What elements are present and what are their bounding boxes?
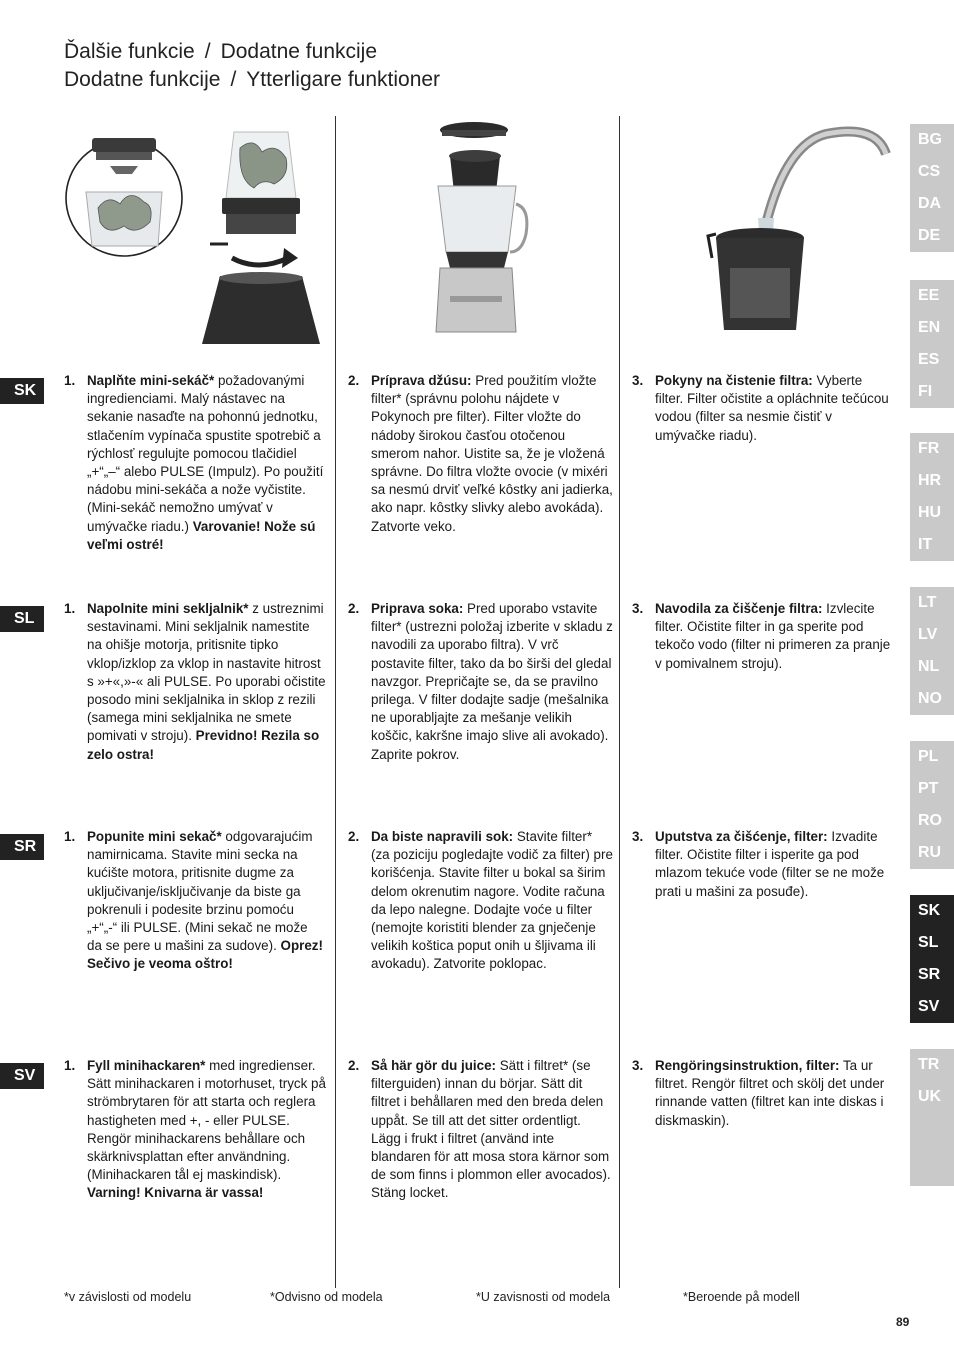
title-sv: Ytterligare funktioner bbox=[246, 68, 441, 91]
lang-tab-sr: SR bbox=[0, 834, 44, 860]
step-sk-2: 2. Príprava džúsu: Pred použitím vložte filter* (správnu polohu nájdete v Pokynoch pre filter). Filter vložte do nádoby širokou časťou otočenou smerom nahor. Uistite sa, že je vložená správne. Do filtra vložte ovocie (v mixéri sa nesmú drviť veľké kôstky ani jadierka, ako napr. kôstky slivky alebo avokáda). Zatvorte veko. bbox=[348, 373, 613, 534]
title-line-2 bbox=[64, 66, 440, 94]
title-line-1 bbox=[64, 38, 440, 66]
sidebar-item-sr[interactable]: SR bbox=[918, 966, 941, 983]
page-number: 89 bbox=[896, 1315, 910, 1329]
page-title bbox=[64, 38, 440, 94]
warning-text: Varning! Knivarna är vassa! bbox=[87, 1185, 264, 1201]
sidebar-item-ee[interactable]: EE bbox=[918, 287, 940, 304]
sidebar-item-da[interactable]: DA bbox=[918, 195, 942, 212]
sidebar-item-en[interactable]: EN bbox=[918, 319, 941, 336]
sidebar-item-bg[interactable]: BG bbox=[918, 131, 942, 148]
sidebar-item-fi[interactable]: FI bbox=[918, 383, 933, 400]
sidebar-item-hr[interactable]: HR bbox=[918, 472, 942, 489]
sidebar-item-lt[interactable]: LT bbox=[918, 594, 937, 611]
sidebar-item-sk[interactable]: SK bbox=[918, 902, 941, 919]
step-sr-1: 1. Popunite mini sekač* odgovarajućim namirnicama. Stavite mini secka na kućište motora, pritisnite dugme za uključivanje/isključivanje da biste ga pokrenuli i podesite brzinu pomoću „+“„-“ ili PULSE. (Mini sekač ne može da se pere u mašini za sudove). Oprez! Sečivo je veoma oštro! bbox=[64, 829, 323, 972]
column-divider bbox=[619, 116, 620, 1288]
title-separator: / bbox=[204, 40, 211, 63]
sidebar-item-it[interactable]: IT bbox=[918, 536, 933, 553]
sidebar-item-pt[interactable]: PT bbox=[918, 780, 939, 797]
sidebar-item-no[interactable]: NO bbox=[918, 690, 942, 707]
footnote-sr: *U zavisnosti od modela bbox=[476, 1290, 611, 1304]
step-sk-3: 3. Pokyny na čistenie filtra: Vyberte filter. Filter očistite a opláchnite tečúcou vodou (filter sa nesmie čistiť v umývačke riadu). bbox=[632, 373, 889, 443]
footnote-sk: *v závislosti od modelu bbox=[64, 1290, 192, 1304]
blender-filter-illustration bbox=[420, 118, 540, 344]
step-sk-1: 1. Naplňte mini-sekáč* požadovanými ingredienciami. Malý nástavec na sekanie nasaďte na pohonnú jednotku, stlačením vypínača spustite spotrebič a rýchlosť regulujte pomocou tlačidiel „+“„–“ alebo PULSE (Impulz). Po použití nádobu mini-sekáča a nože vyčistite. (Mini-sekáč nemožno umývať v umývačke riadu.) Varovanie! Nože sú veľmi ostré! bbox=[64, 373, 324, 552]
sidebar-group-active bbox=[910, 895, 954, 1023]
step-sl-2: 2. Priprava soka: Pred uporabo vstavite filter* (ustrezni položaj izberite v skladu z navodili za uporabo filtra). V vrč postavite filter, tako da bo širši del gledal navzgor. Prepričajte se, da se pravilno prilega. V filter dodajte sadje (mešalnika ne uporabljajte za mešanje velikih koščic, kakršne imajo slive ali avokado). Zaprite pokrov. bbox=[348, 601, 613, 762]
column-divider bbox=[335, 116, 336, 1288]
sidebar-item-hu[interactable]: HU bbox=[918, 504, 942, 521]
sidebar-group-5 bbox=[910, 741, 954, 869]
warning-text: Oprez! Sečivo je veoma oštro! bbox=[87, 938, 323, 972]
sidebar-item-ro[interactable]: RO bbox=[918, 812, 942, 829]
step-sl-3: 3. Navodila za čiščenje filtra: Izvlecite filter. Očistite filter in ga sperite pod tekočo vodo (filter ni primeren za pranje v pomivalnem stroju). bbox=[632, 601, 891, 671]
step-sv-1: 1. Fyll minihackaren* med ingredienser. Sätt minihackaren i motorhuset, tryck på strömbrytaren för att starta och reglera hastigheten med +, - eller PULSE. Rengör minihackarens behållare och skärknivsplattan efter användning. (Minihackaren tål ej maskindisk). Varning! Knivarna är vassa! bbox=[64, 1058, 326, 1201]
step-sl-1: 1. Napolnite mini sekljalnik* z ustreznimi sestavinami. Mini sekljalnik namestite na ohišje motorja, pritisnite tipko vklop/izklop za vklop in nastavite hitrost s »+«,»-« ali PULSE. Po uporabi očistite posodo mini sekljalnika in sklop z rezili (samega mini sekljalnika ne smete pomivati v stroju). Previdno! Rezila so zelo ostra! bbox=[64, 601, 326, 762]
sidebar-item-tr[interactable]: TR bbox=[918, 1056, 940, 1073]
sidebar-group-4 bbox=[910, 587, 954, 715]
step-sr-3: 3. Uputstva za čišćenje, filter: Izvadite filter. Očistite filter i isperite ga pod mlazom tekuće vode (filter se ne može prati u mašini za posuđe). bbox=[632, 829, 885, 899]
warning-text: Previdno! Rezila so zelo ostra! bbox=[87, 728, 320, 762]
warning-text: Varovanie! Nože sú veľmi ostré! bbox=[87, 518, 316, 552]
sidebar-group-1 bbox=[910, 124, 954, 252]
sidebar-item-cs[interactable]: CS bbox=[918, 163, 941, 180]
sidebar-item-ru[interactable]: RU bbox=[918, 844, 942, 861]
title-sl: Dodatne funkcije bbox=[220, 40, 378, 63]
footnote-sv: *Beroende på modell bbox=[683, 1290, 800, 1304]
sidebar-group-7 bbox=[910, 1049, 954, 1186]
sidebar-item-pl[interactable]: PL bbox=[918, 748, 939, 765]
sidebar-group-2 bbox=[910, 280, 954, 408]
sidebar-group-3 bbox=[910, 433, 954, 561]
mini-chopper-illustration bbox=[62, 118, 324, 344]
sidebar-item-sv[interactable]: SV bbox=[918, 998, 940, 1015]
sidebar-item-fr[interactable]: FR bbox=[918, 440, 940, 457]
step-sv-2: 2. Så här gör du juice: Sätt i filtret* (se filterguiden) innan du börjar. Sätt dit filtret i behållaren med den breda delen uppåt. Se till att det sitter ordentligt. Lägg i frukt i filtret (använd inte blandaren för att mosa stora kärnor som de som finns i plommon eller avocados). Stäng locket. bbox=[348, 1058, 611, 1201]
sidebar-item-de[interactable]: DE bbox=[918, 227, 941, 244]
filter-cleaning-illustration bbox=[700, 118, 892, 344]
sidebar-item-uk[interactable]: UK bbox=[918, 1088, 942, 1105]
step-sv-3: 3. Rengöringsinstruktion, filter: Ta ur filtret. Rengör filtret och skölj det under rinnande vatten (filtret kan inte diskas i diskmaskin). bbox=[632, 1058, 885, 1128]
title-separator: / bbox=[230, 68, 237, 91]
title-sr: Dodatne funkcije bbox=[64, 68, 221, 91]
lang-tab-sk: SK bbox=[0, 378, 44, 404]
sidebar-item-nl[interactable]: NL bbox=[918, 658, 940, 675]
sidebar-item-lv[interactable]: LV bbox=[918, 626, 938, 643]
lang-tab-sv: SV bbox=[0, 1063, 44, 1089]
sidebar-item-es[interactable]: ES bbox=[918, 351, 940, 368]
footnote-sl: *Odvisno od modela bbox=[270, 1290, 383, 1304]
sidebar-item-sl[interactable]: SL bbox=[918, 934, 939, 951]
title-sk: Ďalšie funkcie bbox=[64, 40, 195, 63]
lang-tab-sl: SL bbox=[0, 606, 44, 632]
step-sr-2: 2. Da biste napravili sok: Stavite filter* (za poziciju pogledajte vodič za filter) pre korišćenja. Stavite filter u bokal sa širim delom okrenutim nagore. Vodite računa da lepo nalegne. Dodajte voće u filter (nemojte koristiti blender za gnječenje velikih koštica poput onih u šljivama ili avokadu). Zatvorite poklopac. bbox=[348, 829, 613, 972]
